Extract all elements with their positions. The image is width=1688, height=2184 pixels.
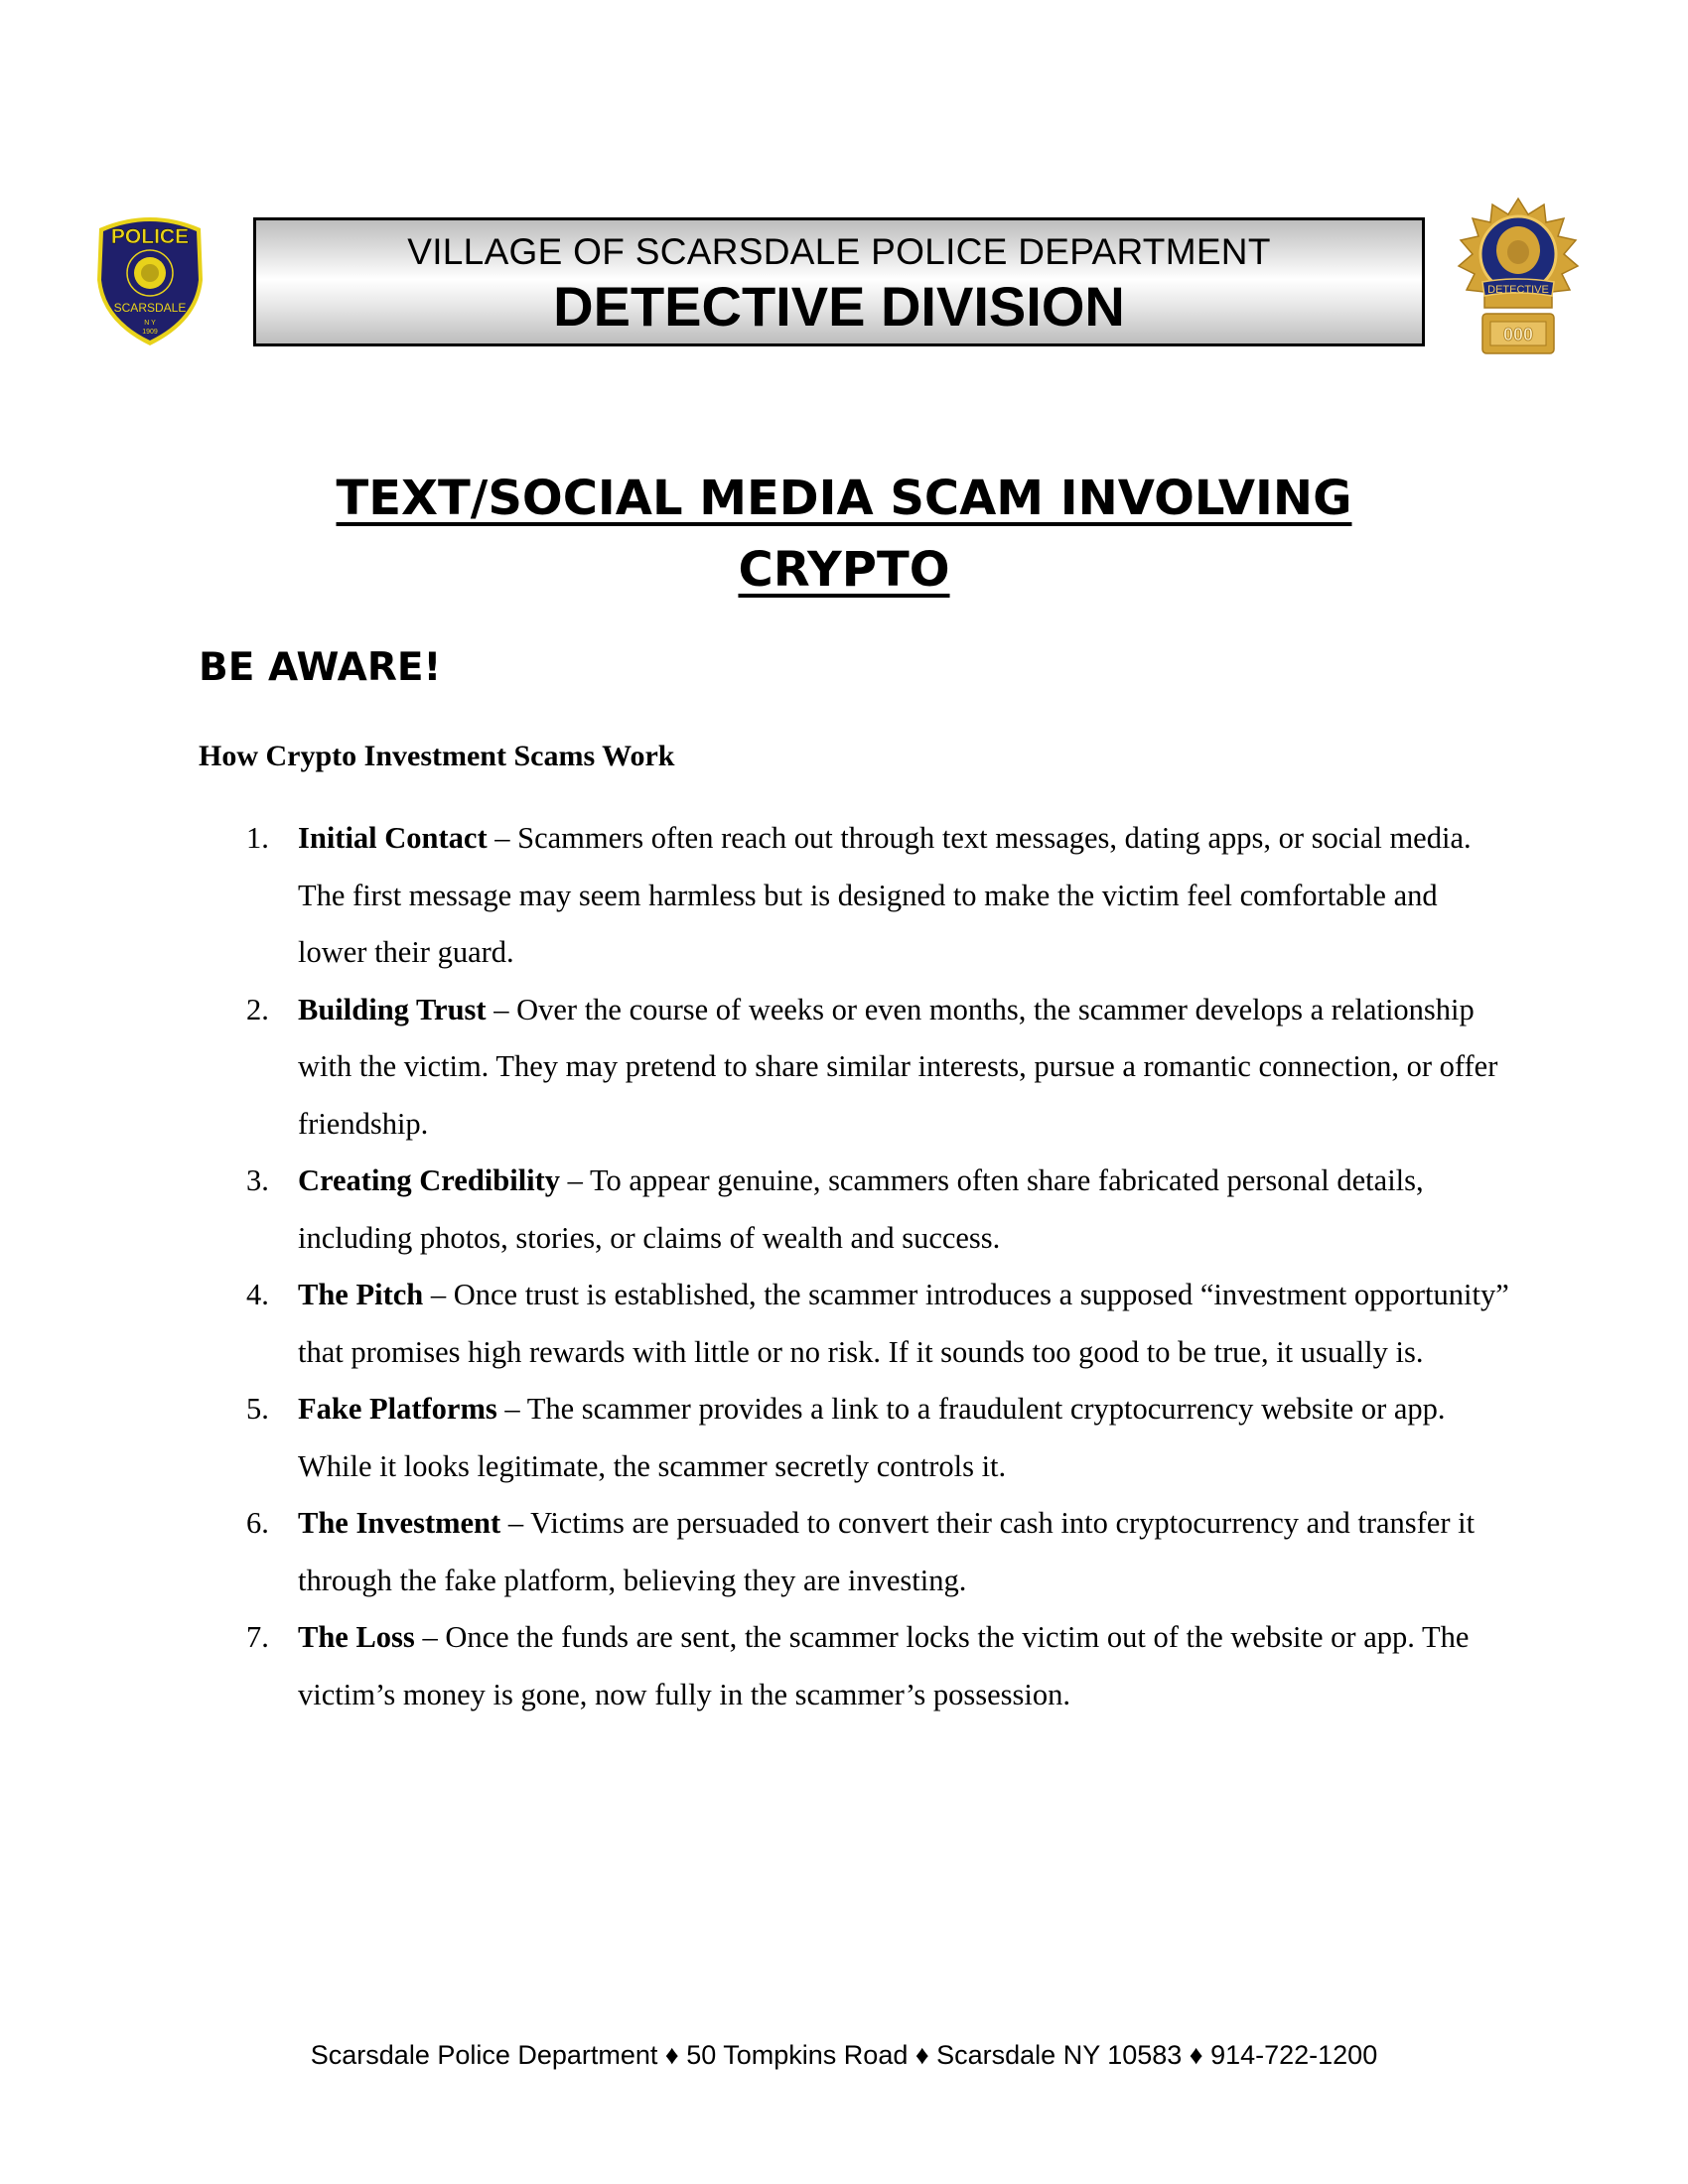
list-item	[199, 982, 1509, 1154]
step-number: 5.	[246, 1392, 269, 1426]
department-name: VILLAGE OF SCARSDALE POLICE DEPARTMENT	[407, 231, 1271, 272]
svg-text:N Y: N Y	[144, 320, 156, 327]
detective-badge-logo	[1453, 197, 1584, 359]
division-name: DETECTIVE DIVISION	[553, 275, 1125, 338]
step-term: Fake Platforms	[298, 1392, 497, 1426]
step-text: – Over the course of weeks or even months, the scammer develops a relationship with the victim. They may pretend to share similar interests, pursue a romantic connection, or offer friendship.	[298, 992, 1498, 1141]
document-title	[0, 463, 1688, 606]
document-title-line1: TEXT/SOCIAL MEDIA SCAM INVOLVING	[336, 471, 1352, 526]
svg-text:SCARSDALE: SCARSDALE	[113, 301, 187, 315]
step-number: 4.	[246, 1278, 269, 1311]
step-term: The Pitch	[298, 1278, 424, 1311]
footer-contact: Scarsdale Police Department ♦ 50 Tompkins Road ♦ Scarsdale NY 10583 ♦ 914-722-1200	[310, 2040, 1378, 2070]
step-term: Initial Contact	[298, 821, 488, 855]
list-item	[199, 810, 1509, 982]
step-text: – To appear genuine, scammers often share fabricated personal details, including photos, stories, or claims of wealth and success.	[298, 1163, 1424, 1255]
list-item	[199, 1609, 1509, 1723]
svg-text:POLICE: POLICE	[110, 225, 190, 248]
step-number: 7.	[246, 1620, 269, 1654]
svg-text:000: 000	[1502, 325, 1534, 344]
step-number: 2.	[246, 992, 269, 1026]
section-heading: How Crypto Investment Scams Work	[199, 740, 675, 772]
detective-badge-icon	[1453, 197, 1584, 359]
step-text: – The scammer provides a link to a fraudulent cryptocurrency website or app. While it looks legitimate, the scammer secretly controls it.	[298, 1392, 1446, 1483]
step-number: 3.	[246, 1163, 269, 1197]
police-patch-icon	[91, 210, 209, 347]
department-title-banner	[253, 217, 1425, 346]
step-text: – Once the funds are sent, the scammer locks the victim out of the website or app. The victim’s money is gone, now fully in the scammer’s possession.	[298, 1620, 1470, 1711]
svg-text:DETECTIVE: DETECTIVE	[1487, 284, 1549, 296]
alert-heading: BE AWARE!	[199, 645, 442, 690]
step-term: Creating Credibility	[298, 1163, 561, 1197]
list-item	[199, 1153, 1509, 1267]
step-text: – Once trust is established, the scammer introduces a supposed “investment opportunity” that promises high rewards with little or no risk. If it sounds too good to be true, it usually is.	[298, 1278, 1509, 1369]
step-term: The Loss	[298, 1620, 415, 1654]
step-term: Building Trust	[298, 992, 487, 1026]
list-item	[199, 1495, 1509, 1609]
police-patch-logo	[91, 210, 209, 347]
step-text: – Scammers often reach out through text messages, dating apps, or social media. The first message may seem harmless but is designed to make the victim feel comfortable and lower their guard.	[298, 821, 1472, 969]
list-item	[199, 1267, 1509, 1381]
svg-text:1909: 1909	[142, 329, 158, 336]
list-item	[199, 1381, 1509, 1495]
step-number: 1.	[246, 821, 269, 855]
step-text: – Victims are persuaded to convert their cash into cryptocurrency and transfer it through the fake platform, believing they are investing.	[298, 1506, 1476, 1597]
document-title-line2: CRYPTO	[738, 542, 950, 598]
step-term: The Investment	[298, 1506, 501, 1540]
scam-steps-list	[199, 810, 1509, 1723]
step-number: 6.	[246, 1506, 269, 1540]
